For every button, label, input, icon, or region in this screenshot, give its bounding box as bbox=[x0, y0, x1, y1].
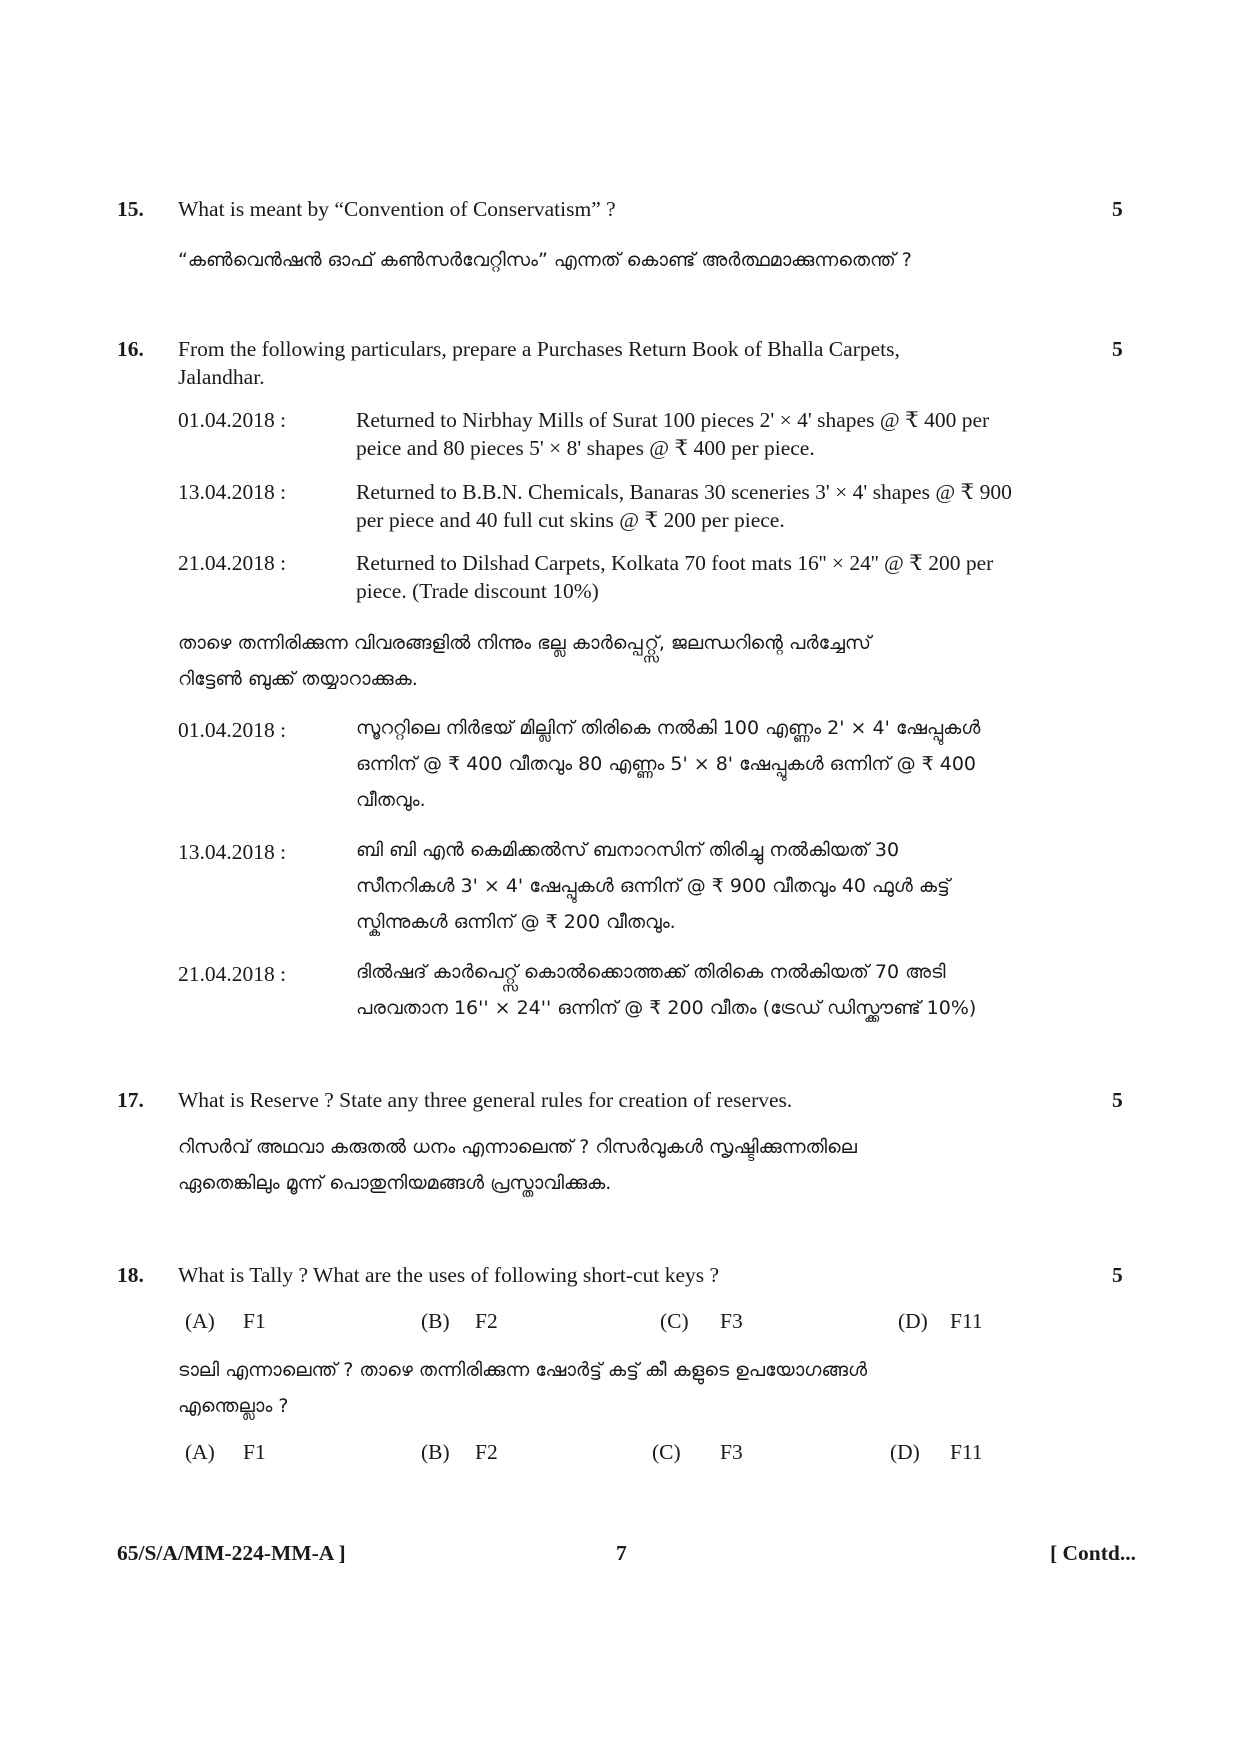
question-text-ml: “കൺവെൻഷൻ ഓഫ് കൺസർവേറ്റിസം” എന്നത് കൊണ്ട് അർത്ഥമാക്കുന്നതെന്ത് ? bbox=[178, 249, 912, 271]
question-number: 16. bbox=[117, 337, 144, 361]
entry-text: Returned to B.B.N. Chemicals, Banaras 30 sceneries 3' × 4' shapes @ ₹ 900 bbox=[356, 480, 1012, 504]
entry-date: 13.04.2018 : bbox=[178, 840, 287, 864]
question-text-ml: ഏതെങ്കിലും മൂന്ന് പൊതുനിയമങ്ങൾ പ്രസ്താവിക്കുക. bbox=[178, 1172, 612, 1194]
option-value: F1 bbox=[243, 1440, 266, 1464]
question-text-ml: ടാലി എന്നാലെന്ത് ? താഴെ തന്നിരിക്കുന്ന ഷോർട്ട് കട്ട് കീ കളുടെ ഉപയോഗങ്ങൾ bbox=[178, 1359, 868, 1381]
question-text-ml: റിസർവ് അഥവാ കരുതൽ ധനം എന്നാലെന്ത് ? റിസർവുകൾ സൃഷ്ടിക്കുന്നതിലെ bbox=[178, 1136, 857, 1158]
entry-text: Returned to Dilshad Carpets, Kolkata 70 foot mats 16'' × 24'' @ ₹ 200 per bbox=[356, 551, 994, 575]
question-text-en: From the following particulars, prepare a Purchases Return Book of Bhalla Carpets, bbox=[178, 337, 900, 361]
entry-text-ml: ഒന്നിന് @ ₹ 400 വീതവും 80 എണ്ണം 5' × 8' ഷേപ്പുകൾ ഒന്നിന് @ ₹ 400 bbox=[356, 753, 977, 775]
entry-date: 01.04.2018 : bbox=[178, 408, 287, 432]
question-text-ml: താഴെ തന്നിരിക്കുന്ന വിവരങ്ങളിൽ നിന്നും ഭല്ല കാർപ്പെറ്റ്സ്, ജലന്ധറിന്റെ പർച്ചേസ് bbox=[178, 632, 871, 654]
question-text-en: Jalandhar. bbox=[178, 365, 265, 389]
question-marks: 5 bbox=[1112, 337, 1123, 361]
entry-date: 13.04.2018 : bbox=[178, 480, 287, 504]
entry-text-ml: സീനറികൾ 3' × 4' ഷേപ്പുകൾ ഒന്നിന് @ ₹ 900 വീതവും 40 ഫുൾ കട്ട് bbox=[356, 875, 950, 897]
entry-date: 21.04.2018 : bbox=[178, 962, 287, 986]
option-value: F1 bbox=[243, 1309, 266, 1333]
option-label: (B) bbox=[421, 1440, 450, 1464]
entry-date: 21.04.2018 : bbox=[178, 551, 287, 575]
option-value: F3 bbox=[720, 1440, 743, 1464]
entry-date: 01.04.2018 : bbox=[178, 718, 287, 742]
entry-text: Returned to Nirbhay Mills of Surat 100 pieces 2' × 4' shapes @ ₹ 400 per bbox=[356, 408, 990, 432]
option-value: F11 bbox=[950, 1309, 983, 1333]
entry-text-ml: ബി ബി എൻ കെമിക്കൽസ് ബനാറസിന് തിരിച്ചു നൽകിയത് 30 bbox=[356, 839, 900, 861]
question-marks: 5 bbox=[1112, 1088, 1123, 1112]
option-value: F3 bbox=[720, 1309, 743, 1333]
entry-text: peice and 80 pieces 5' × 8' shapes @ ₹ 400 per piece. bbox=[356, 436, 815, 460]
question-marks: 5 bbox=[1112, 197, 1123, 221]
option-value: F2 bbox=[475, 1309, 498, 1333]
option-label: (A) bbox=[185, 1309, 215, 1333]
option-label: (A) bbox=[185, 1440, 215, 1464]
question-marks: 5 bbox=[1112, 1263, 1123, 1287]
option-label: (D) bbox=[898, 1309, 928, 1333]
question-text-ml: റിട്ടേൺ ബുക്ക് തയ്യാറാക്കുക. bbox=[178, 668, 418, 690]
option-label: (C) bbox=[660, 1309, 689, 1333]
question-text-en: What is meant by “Convention of Conservatism” ? bbox=[178, 197, 616, 221]
entry-text: per piece and 40 full cut skins @ ₹ 200 per piece. bbox=[356, 508, 785, 532]
contd-marker: [ Contd... bbox=[1050, 1541, 1137, 1565]
question-number: 18. bbox=[117, 1263, 144, 1287]
option-value: F2 bbox=[475, 1440, 498, 1464]
entry-text-ml: സൂററ്റിലെ നിർഭയ് മില്ലിന് തിരികെ നൽകി 100 എണ്ണം 2' × 4' ഷേപ്പുകൾ bbox=[356, 717, 981, 739]
option-value: F11 bbox=[950, 1440, 983, 1464]
option-label: (B) bbox=[421, 1309, 450, 1333]
option-label: (C) bbox=[652, 1440, 681, 1464]
entry-text: piece. (Trade discount 10%) bbox=[356, 579, 599, 603]
entry-text-ml: സ്കിന്നുകൾ ഒന്നിന് @ ₹ 200 വീതവും. bbox=[356, 911, 676, 933]
entry-text-ml: വീതവും. bbox=[356, 789, 426, 811]
option-label: (D) bbox=[890, 1440, 920, 1464]
question-number: 17. bbox=[117, 1088, 144, 1112]
entry-text-ml: പരവതാന 16'' × 24'' ഒന്നിന് @ ₹ 200 വീതം (ട്രേഡ് ഡിസ്ക്കൗണ്ട് 10%) bbox=[356, 997, 977, 1019]
page-number: 7 bbox=[616, 1541, 627, 1565]
question-text-en: What is Tally ? What are the uses of following short-cut keys ? bbox=[178, 1263, 720, 1287]
paper-code: 65/S/A/MM-224-MM-A ] bbox=[117, 1541, 346, 1565]
question-text-en: What is Reserve ? State any three general rules for creation of reserves. bbox=[178, 1088, 793, 1112]
entry-text-ml: ദിൽഷദ് കാർപെറ്റ്സ് കൊൽക്കൊത്തക്ക് തിരികെ നൽകിയത് 70 അടി bbox=[356, 961, 946, 983]
question-number: 15. bbox=[117, 197, 144, 221]
question-text-ml: എന്തെല്ലാം ? bbox=[178, 1395, 289, 1417]
